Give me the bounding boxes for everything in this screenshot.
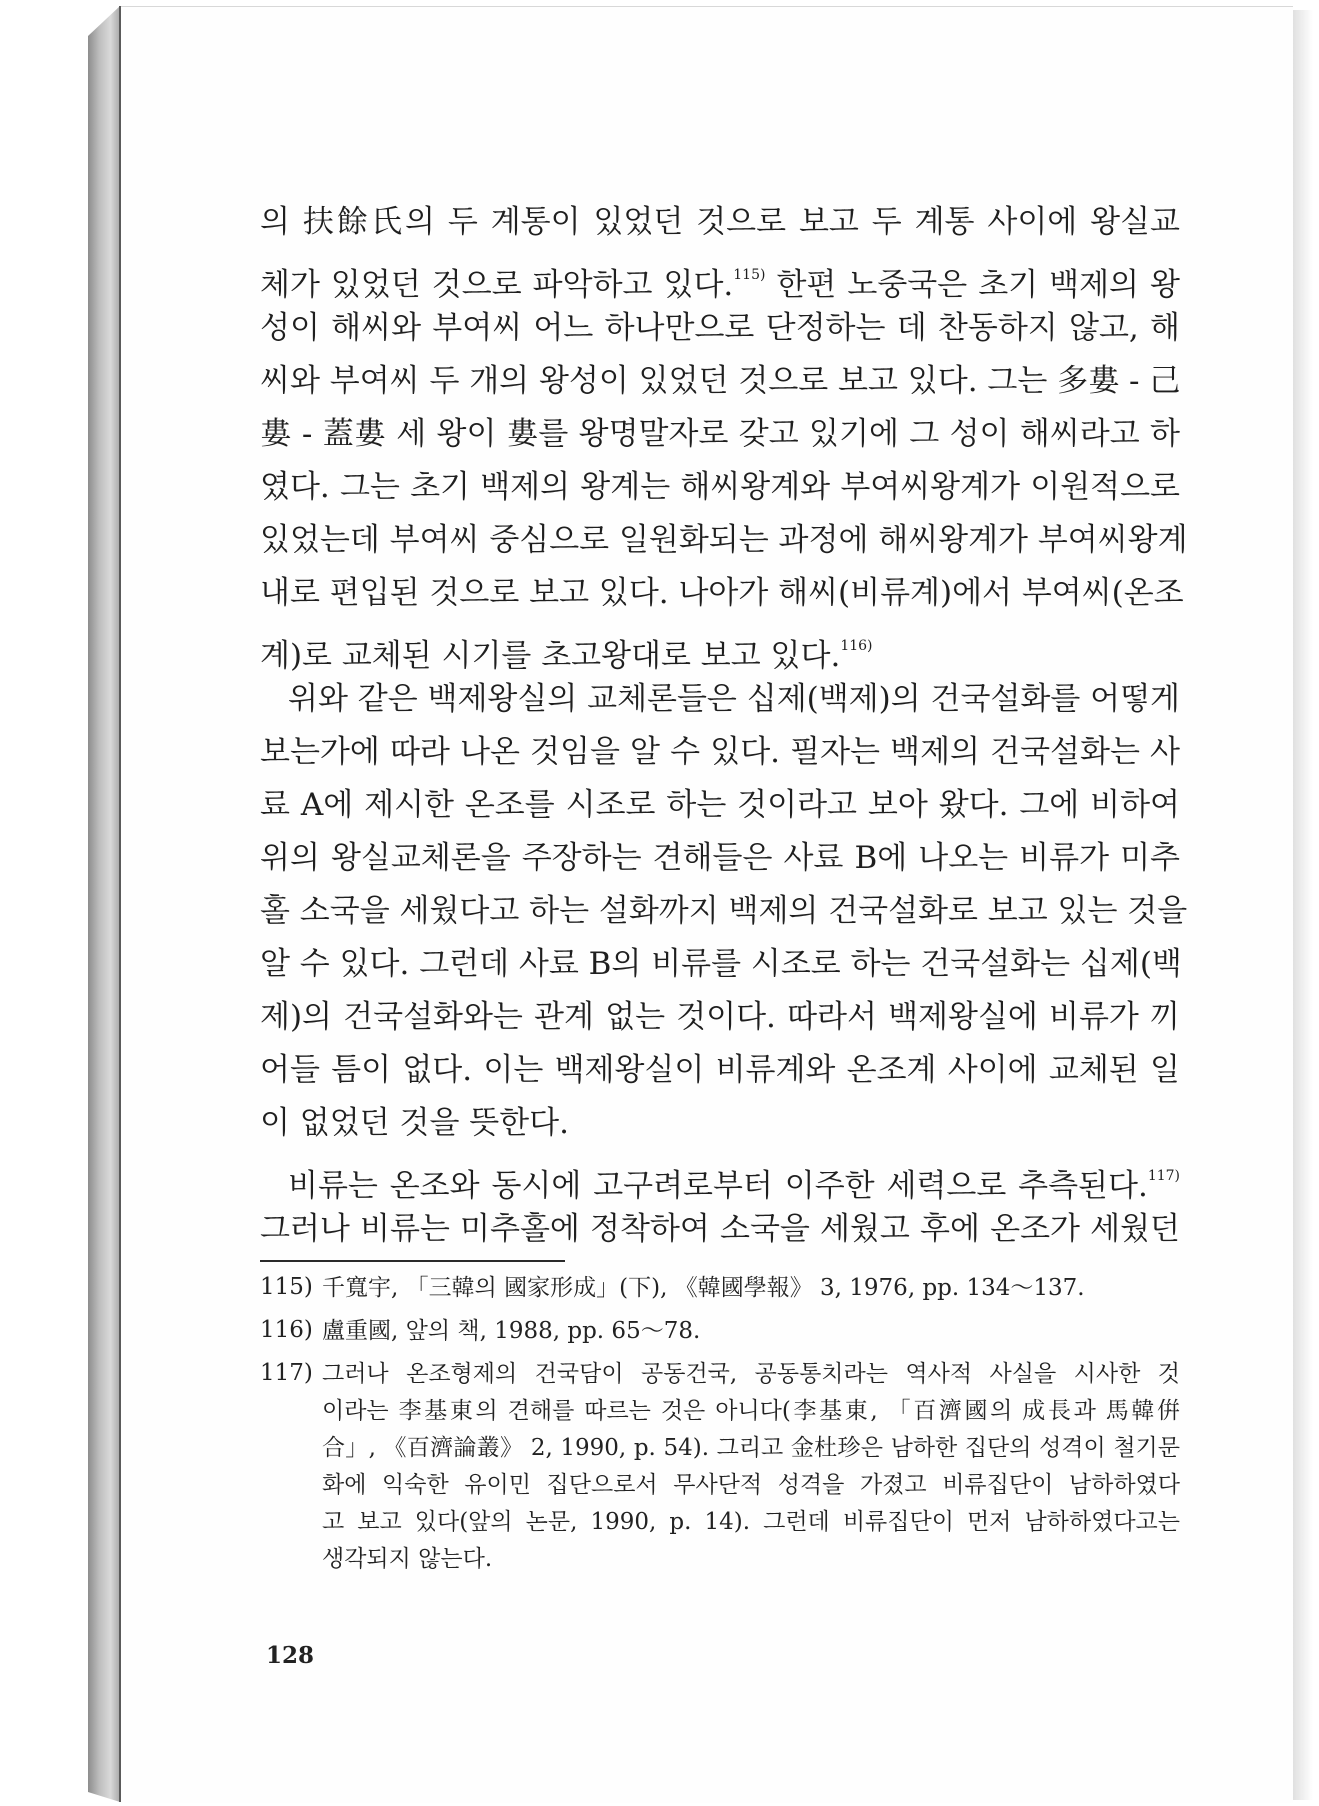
body-line: 의 扶餘氏의 두 계통이 있었던 것으로 보고 두 계통 사이에 왕실교 (260, 204, 1180, 240)
body-line: 婁 - 蓋婁 세 왕이 婁를 왕명말자로 갖고 있기에 그 성이 해씨라고 하 (260, 416, 1180, 452)
body-line: 이 없었던 것을 뜻한다. (260, 1105, 569, 1141)
footnote-line: 이라는 李基東의 견해를 따르는 것은 아니다(李基東, 「百濟國의 成長과 馬韓倂 (322, 1398, 1180, 1424)
body-line: 위의 왕실교체론을 주장하는 견해들은 사료 B에 나오는 비류가 미추 (260, 840, 1180, 876)
body-text (260, 196, 1188, 1256)
body-line: 어들 틈이 없다. 이는 백제왕실이 비류계와 온조계 사이에 교체된 일 (260, 1052, 1180, 1088)
body-line: 보는가에 따라 나온 것임을 알 수 있다. 필자는 백제의 건국설화는 사 (260, 734, 1180, 770)
footnote-number: 116) (260, 1317, 313, 1343)
footnote-number: 117) (260, 1360, 313, 1386)
footnote-115 (260, 1270, 1180, 1307)
body-line: 체가 있었던 것으로 파악하고 있다.$^{115)}$ 한편 노중국은 초기 백제의 왕 (260, 267, 1180, 303)
body-line: 홀 소국을 세웠다고 하는 설화까지 백제의 건국설화로 보고 있는 것을 (260, 893, 1188, 929)
footnote-ref-117[interactable]: 117) (1147, 1168, 1180, 1184)
body-line: 료 A에 제시한 온조를 시조로 하는 것이라고 보아 왔다. 그에 비하여 (260, 787, 1180, 823)
paragraph-start-line: 위와 같은 백제왕실의 교체론들은 십제(백제)의 건국설화를 어떻게 (288, 681, 1180, 717)
footnote-line: 그러나 온조형제의 건국담이 공동건국, 공동통치라는 역사적 사실을 시사한 것 (322, 1361, 1180, 1387)
footnote-116 (260, 1313, 1180, 1350)
body-line: 내로 편입된 것으로 보고 있다. 나아가 해씨(비류계)에서 부여씨(온조 (260, 575, 1184, 611)
footnote-line: 合」, 《百濟論叢》 2, 1990, p. 54). 그리고 金杜珍은 남하한 집단의 성격이 철기문 (322, 1435, 1180, 1461)
body-line: 알 수 있다. 그런데 사료 B의 비류를 시조로 하는 건국설화는 십제(백 (260, 946, 1182, 982)
footnotes (260, 1270, 1180, 1578)
footnote-number: 115) (260, 1274, 313, 1300)
book-edge (88, 6, 120, 1802)
body-line: 있었는데 부여씨 중심으로 일원화되는 과정에 해씨왕계가 부여씨왕계 (260, 522, 1188, 558)
footnote-line: 생각되지 않는다. (322, 1546, 493, 1572)
body-line: 였다. 그는 초기 백제의 왕계는 해씨왕계와 부여씨왕계가 이원적으로 (260, 469, 1180, 505)
body-line: 계)로 교체된 시기를 초고왕대로 보고 있다.$^{116)}$ (260, 638, 873, 674)
page-shadow (1293, 10, 1313, 1800)
paragraph-start-line: 비류는 온조와 동시에 고구려로부터 이주한 세력으로 추측된다.$^{117)}$ (288, 1168, 1180, 1204)
footnote-line: 화에 익숙한 유이민 집단으로서 무사단적 성격을 가졌고 비류집단이 남하하였다 (322, 1472, 1180, 1498)
footnote-line: 千寬宇, 「三韓의 國家形成」(下), 《韓國學報》 3, 1976, pp. 134～137. (322, 1275, 1085, 1301)
footnote-divider (260, 1260, 565, 1262)
body-line: 씨와 부여씨 두 개의 왕성이 있었던 것으로 보고 있다. 그는 多婁 - 己 (260, 363, 1181, 399)
footnote-117 (260, 1356, 1180, 1578)
body-line: 그러나 비류는 미추홀에 정착하여 소국을 세웠고 후에 온조가 세웠던 (260, 1211, 1180, 1247)
footnote-ref-115[interactable]: 115) (733, 267, 766, 283)
body-line: 제)의 건국설화와는 관계 없는 것이다. 따라서 백제왕실에 비류가 끼 (260, 999, 1180, 1035)
footnote-line: 盧重國, 앞의 책, 1988, pp. 65～78. (322, 1318, 701, 1344)
footnote-ref-116[interactable]: 116) (840, 638, 873, 654)
page-number: 128 (266, 1642, 315, 1669)
footnote-line: 고 보고 있다(앞의 논문, 1990, p. 14). 그런데 비류집단이 먼저 남하하였다고는 (322, 1509, 1180, 1535)
body-line: 성이 해씨와 부여씨 어느 하나만으로 단정하는 데 찬동하지 않고, 해 (260, 310, 1180, 346)
